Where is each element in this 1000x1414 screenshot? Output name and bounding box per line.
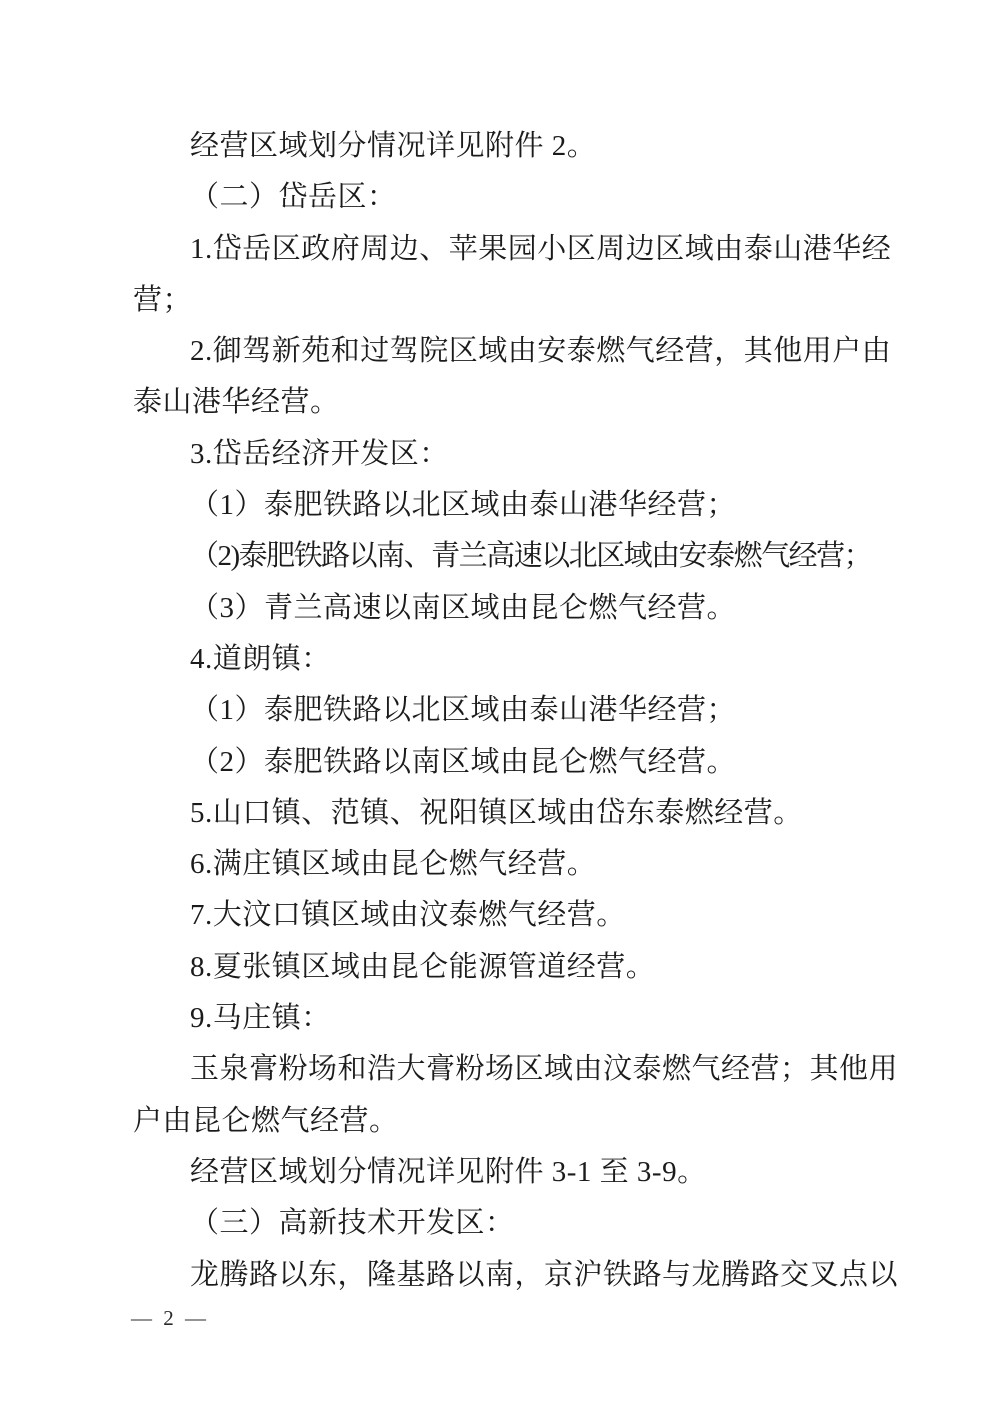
text-line: 9.马庄镇：	[190, 1002, 331, 1035]
text-line: （1）泰肥铁路以北区域由泰山港华经营；	[190, 489, 737, 522]
text-line: 3.岱岳经济开发区：	[190, 437, 449, 470]
text-line: 4.道朗镇：	[190, 642, 331, 675]
text-line: （3）青兰高速以南区域由昆仑燃气经营。	[190, 591, 737, 624]
text-line: （2）泰肥铁路以南区域由昆仑燃气经营。	[190, 745, 737, 778]
text-line: （1）泰肥铁路以北区域由泰山港华经营；	[190, 694, 737, 727]
text-line: 6.满庄镇区域由昆仑燃气经营。	[190, 848, 597, 881]
document-body	[133, 121, 899, 1301]
text-line: （二）岱岳区：	[190, 181, 397, 214]
text-line: 2.御驾新苑和过驾院区域由安泰燃气经营，其他用户由	[190, 335, 892, 368]
text-line: （2)泰肥铁路以南、青兰高速以北区域由安泰燃气经营；	[190, 540, 872, 573]
text-line: 玉泉膏粉场和浩大膏粉场区域由汶泰燃气经营；其他用	[190, 1053, 899, 1086]
text-line: 8.夏张镇区域由昆仑能源管道经营。	[190, 950, 656, 983]
text-line: 经营区域划分情况详见附件 3-1 至 3-9。	[190, 1155, 707, 1188]
text-line: 户由昆仑燃气经营。	[133, 1104, 399, 1137]
text-line: 1.岱岳区政府周边、苹果园小区周边区域由泰山港华经	[190, 232, 892, 265]
text-line: 5.山口镇、范镇、祝阳镇区域由岱东泰燃经营。	[190, 796, 803, 829]
page-number: — 2 —	[131, 1306, 209, 1330]
text-line: 泰山港华经营。	[133, 386, 340, 419]
text-line: （三）高新技术开发区：	[190, 1207, 515, 1240]
text-line: 营；	[133, 283, 193, 316]
text-line: 经营区域划分情况详见附件 2。	[190, 130, 597, 162]
text-line: 龙腾路以东，隆基路以南，京沪铁路与龙腾路交叉点以	[190, 1258, 899, 1291]
text-line: 7.大汶口镇区域由汶泰燃气经营。	[190, 899, 626, 932]
